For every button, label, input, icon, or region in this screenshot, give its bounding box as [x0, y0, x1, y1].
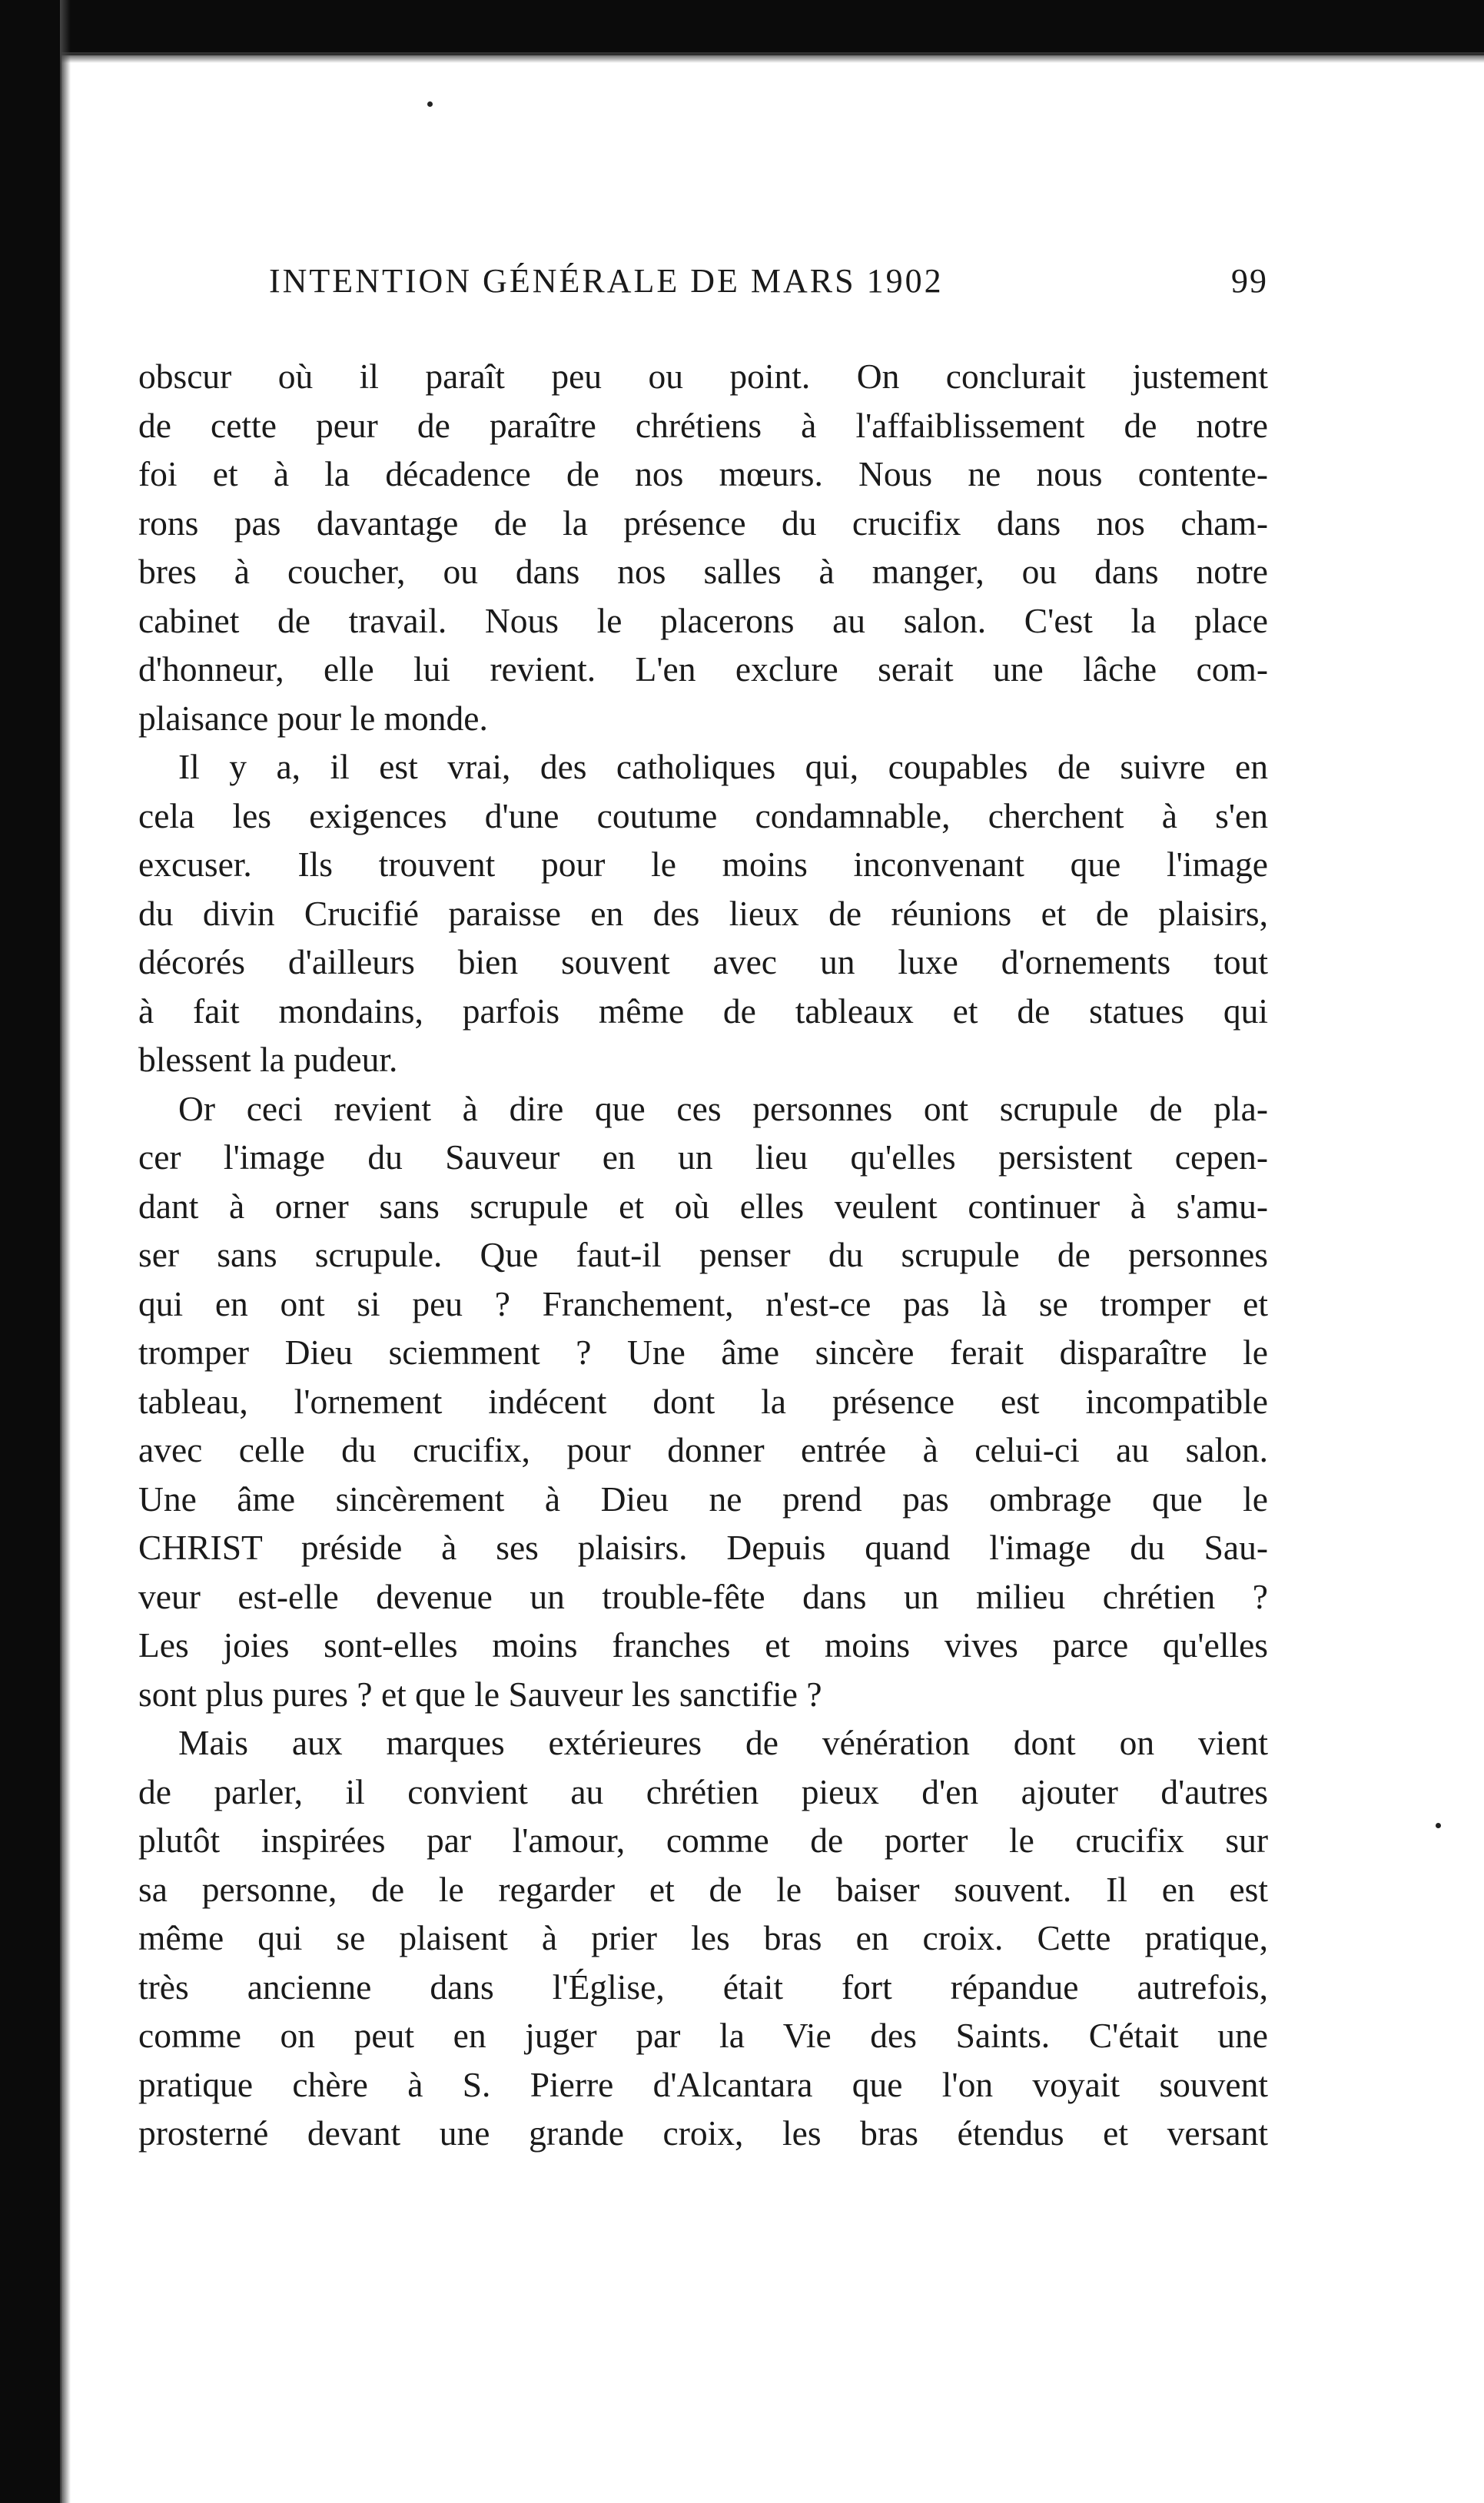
text-line: tromper Dieu sciemment ? Une âme sincère ferait disparaître le: [138, 1333, 1268, 1372]
text-line: Mais aux marques extérieures de vénération dont on vient: [178, 1723, 1268, 1762]
scan-speck: [1436, 1823, 1441, 1828]
text-line: du divin Crucifié paraisse en des lieux de réunions et de plaisirs,: [138, 893, 1268, 933]
text-line: pratique chère à S. Pierre d'Alcantara que l'on voyait souvent: [138, 2064, 1268, 2104]
text-line: cabinet de travail. Nous le placerons au salon. C'est la place: [138, 600, 1268, 640]
text-line: blessent la pudeur.: [138, 1040, 398, 1079]
scan-border-top: [0, 0, 1484, 55]
text-line: Or ceci revient à dire que ces personnes ont scrupule de pla-: [178, 1088, 1268, 1128]
text-line: très ancienne dans l'Église, était fort répandue autrefois,: [138, 1967, 1268, 2007]
text-line: sont plus pures ? et que le Sauveur les sanctifie ?: [138, 1674, 822, 1714]
text-line: qui en ont si peu ? Franchement, n'est-ce pas là se tromper et: [138, 1283, 1268, 1323]
text-line: Il y a, il est vrai, des catholiques qui, coupables de suivre en: [178, 747, 1268, 786]
running-header: [138, 261, 1268, 307]
text-line: plutôt inspirées par l'amour, comme de porter le crucifix sur: [138, 1821, 1268, 1860]
text-line: Les joies sont-elles moins franches et moins vives parce qu'elles: [138, 1625, 1268, 1665]
text-line: veur est-elle devenue un trouble-fête dans un milieu chrétien ?: [138, 1576, 1268, 1616]
text-line: rons pas davantage de la présence du crucifix dans nos cham-: [138, 503, 1268, 543]
text-line: même qui se plaisent à prier les bras en croix. Cette pratique,: [138, 1918, 1268, 1957]
running-title: INTENTION GÉNÉRALE DE MARS 1902: [269, 262, 944, 300]
text-line: de parler, il convient au chrétien pieux d'en ajouter d'autres: [138, 1771, 1268, 1811]
page-number: 99: [1231, 262, 1268, 300]
text-line: d'honneur, elle lui revient. L'en exclure serait une lâche com-: [138, 649, 1268, 689]
text-line: de cette peur de paraître chrétiens à l'affaiblissement de notre: [138, 405, 1268, 445]
text-line: cela les exigences d'une coutume condamnable, cherchent à s'en: [138, 795, 1268, 835]
body-text: [138, 352, 1268, 2158]
text-line: CHRIST préside à ses plaisirs. Depuis quand l'image du Sau-: [138, 1528, 1268, 1567]
text-line: Une âme sincèrement à Dieu ne prend pas ombrage que le: [138, 1479, 1268, 1519]
text-line: dant à orner sans scrupule et où elles veulent continuer à s'amu-: [138, 1186, 1268, 1226]
text-line: bres à coucher, ou dans nos salles à manger, ou dans notre: [138, 552, 1268, 591]
text-line: foi et à la décadence de nos mœurs. Nous ne nous contente-: [138, 454, 1268, 493]
text-line: ser sans scrupule. Que faut-il penser du scrupule de personnes: [138, 1235, 1268, 1274]
text-line: comme on peut en juger par la Vie des Saints. C'était une: [138, 2016, 1268, 2055]
text-line: prosterné devant une grande croix, les bras étendus et versant: [138, 2113, 1268, 2153]
text-line: à fait mondains, parfois même de tableaux et de statues qui: [138, 991, 1268, 1031]
scan-border-left: [0, 0, 61, 2503]
text-line: décorés d'ailleurs bien souvent avec un luxe d'ornements tout: [138, 942, 1268, 981]
text-line: avec celle du crucifix, pour donner entrée à celui-ci au salon.: [138, 1430, 1268, 1469]
text-line: plaisance pour le monde.: [138, 698, 488, 738]
text-line: obscur où il paraît peu ou point. On conclurait justement: [138, 357, 1268, 396]
text-line: sa personne, de le regarder et de le baiser souvent. Il en est: [138, 1869, 1268, 1909]
scan-speck: [427, 101, 433, 107]
text-line: tableau, l'ornement indécent dont la présence est incompatible: [138, 1381, 1268, 1421]
text-line: excuser. Ils trouvent pour le moins inconvenant que l'image: [138, 845, 1268, 884]
text-line: cer l'image du Sauveur en un lieu qu'elles persistent cepen-: [138, 1137, 1268, 1177]
book-page: [138, 261, 1268, 2158]
